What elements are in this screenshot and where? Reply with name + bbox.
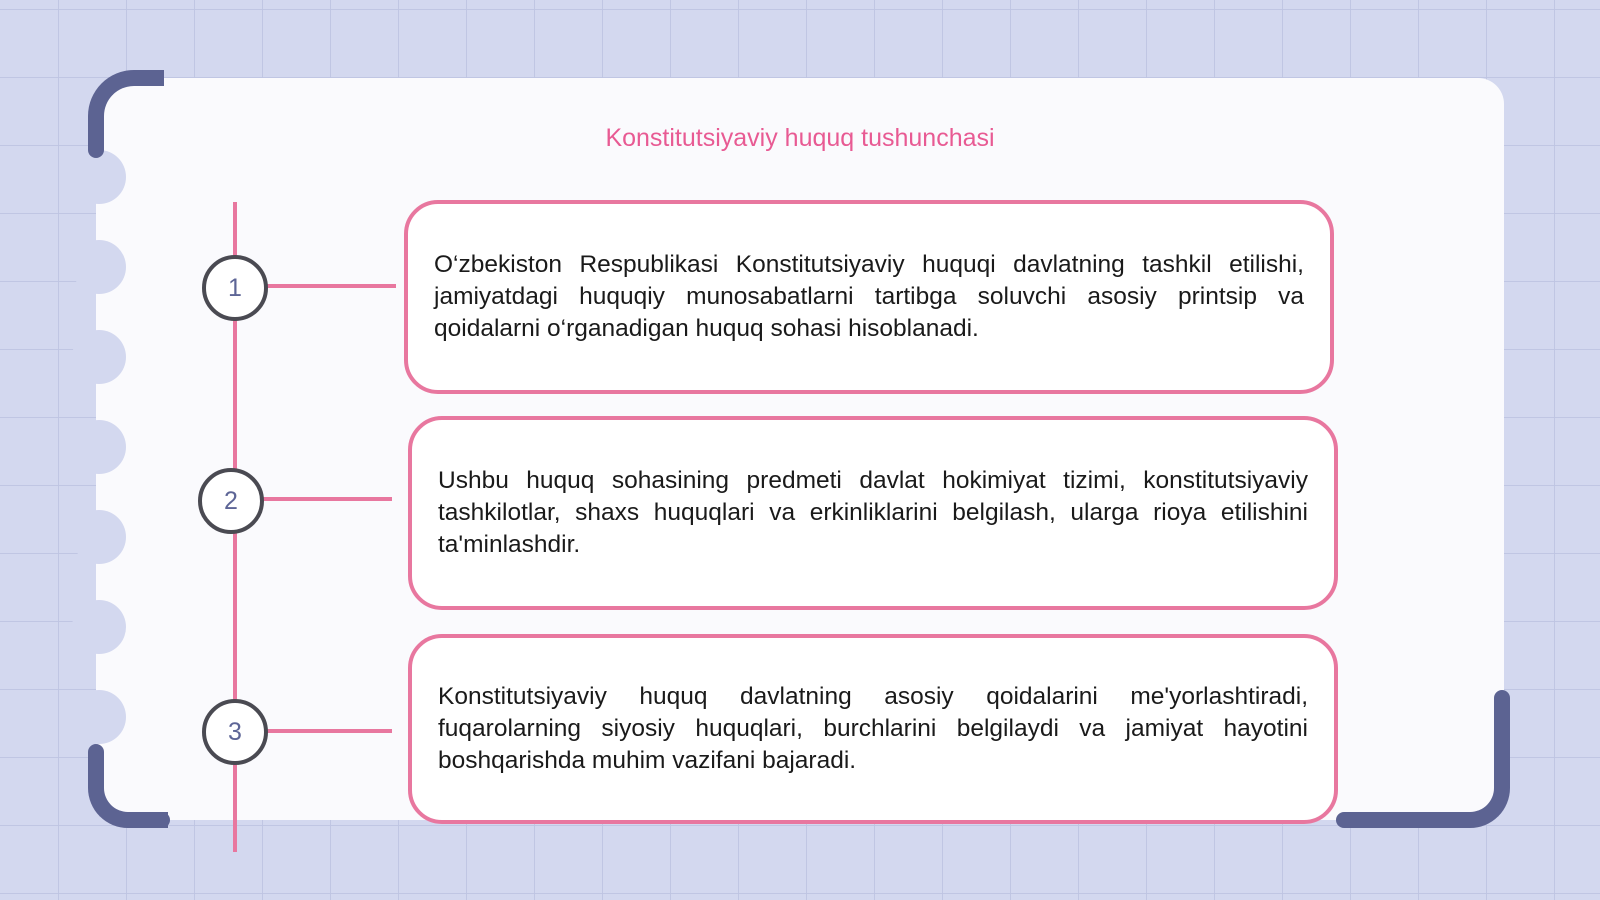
- scallop-edge: [72, 420, 126, 474]
- step-marker-1: 1: [202, 255, 268, 321]
- step-marker-3: 3: [202, 699, 268, 765]
- timeline-connector: [266, 729, 392, 733]
- info-box-text: O‘zbekiston Respublikasi Konstitutsiyaviy huquqi davlatning tashkil etilishi, jamiyatdagi huquqiy munosabatlarni tartibga soluvchi asosiy printsip va qoidalarni o‘rganadigan huquq sohasi hisoblanadi.: [434, 251, 1304, 342]
- slide-title: Konstitutsiyaviy huquq tushunchasi: [605, 124, 995, 152]
- timeline-connector: [262, 497, 392, 501]
- info-box-text: Ushbu huquq sohasining predmeti davlat hokimiyat tizimi, konstitutsiyaviy tashkilotlar, shaxs huquqlari va erkinliklarini belgilash, ularga rioya etilishini ta'minlashdir.: [438, 467, 1308, 558]
- timeline-connector: [266, 284, 396, 288]
- scallop-edge: [72, 600, 126, 654]
- scallop-edge: [72, 510, 126, 564]
- scallop-edge: [72, 330, 126, 384]
- info-box-3: [408, 634, 1338, 824]
- corner-bracket-bottom-left: [88, 744, 104, 784]
- corner-bracket-bottom-right: [1400, 740, 1510, 828]
- scallop-edge: [72, 690, 126, 744]
- scallop-edge: [72, 240, 126, 294]
- corner-bracket-bottom-right: [1336, 812, 1416, 828]
- scallop-edge: [72, 150, 126, 204]
- info-box-text: Konstitutsiyaviy huquq davlatning asosiy qoidalarini me'yorlashtiradi, fuqarolarning siyosiy huquqlari, burchlarini belgilaydi va jamiyat hayotini boshqarishda muhim vazifani bajaradi.: [438, 683, 1308, 774]
- info-box-2: [408, 416, 1338, 610]
- info-box-1: [404, 200, 1334, 394]
- corner-bracket-bottom-left: [140, 812, 170, 828]
- corner-bracket-bottom-right: [1494, 690, 1510, 750]
- step-marker-2: 2: [198, 468, 264, 534]
